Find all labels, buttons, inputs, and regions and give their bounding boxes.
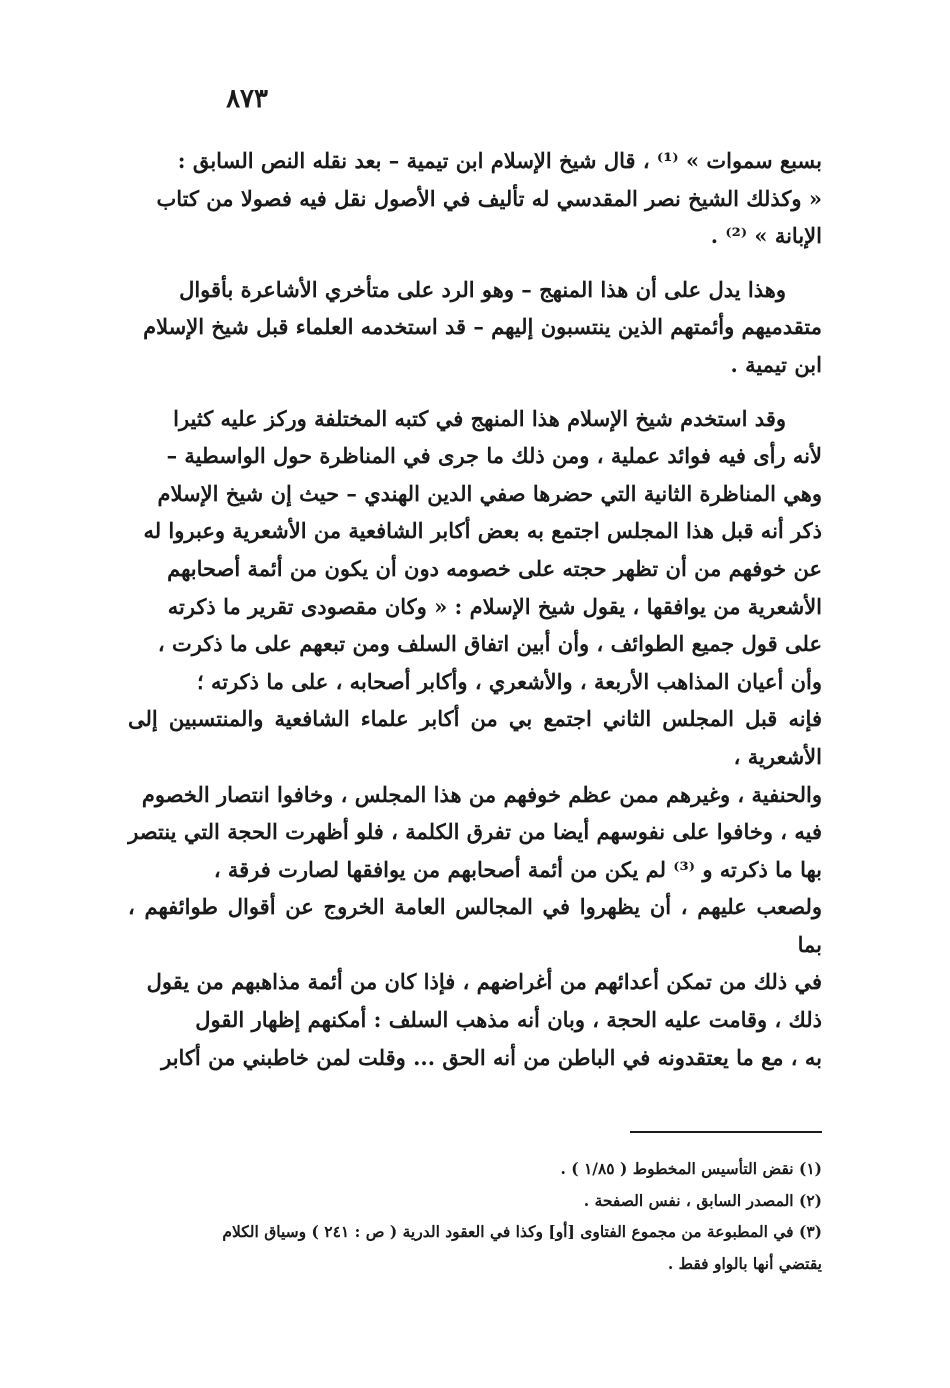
paragraph-1 — [128, 142, 822, 255]
text-line: عن خوفهم من أن تظهر حجته على خصومه دون أن يكون من أئمة أصحابهم — [167, 555, 822, 581]
text-line: ولصعب عليهم ، أن يظهروا في المجالس العامة الخروج عن أقوال طوائفهم ، بما — [128, 894, 822, 957]
footnote-2: (٢) المصدر السابق ، نفس الصفحة . — [583, 1190, 822, 1210]
paragraph-2 — [128, 271, 822, 384]
text-line: ابن تيمية . — [730, 351, 822, 377]
text-line: وهذا يدل على أن هذا المنهج – وهو الرد على متأخري الأشاعرة بأقوال — [179, 276, 786, 302]
paragraph-gap — [128, 384, 822, 400]
main-text — [128, 142, 822, 1076]
text-line: بسبع سموات » ⁽¹⁾ ، قال شيخ الإسلام ابن تيمية – بعد نقله النص السابق : — [177, 148, 822, 173]
footnote-3-continuation: يقتضي أنها بالواو فقط . — [667, 1253, 822, 1273]
text-line: ذكر أنه قبل هذا المجلس اجتمع به بعض أكابر الشافعية من الأشعرية وعبروا له — [143, 518, 822, 544]
footnotes — [128, 1153, 822, 1279]
text-line: الإبانة » ⁽²⁾ . — [710, 223, 822, 249]
footnote-3: (٣) في المطبوعة من مجموع الفتاوى [أو] وكذا في العقود الدرية ( ص : ٢٤١ ) وسياق الكلام — [222, 1222, 822, 1241]
text-line: على قول جميع الطوائف ، وأن أبين اتفاق السلف ومن تبعهم على ما ذكرت ، — [157, 631, 822, 657]
text-line: في ذلك من تمكن أعدائهم من أغراضهم ، فإذا كان من أئمة مذاهبهم من يقول — [146, 969, 822, 995]
text-line: ذلك ، وقامت عليه الحجة ، وبان أنه مذهب السلف : أمكنهم إظهار القول — [195, 1007, 822, 1033]
text-line: وقد استخدم شيخ الإسلام هذا المنهج في كتبه المختلفة وركز عليه كثيرا — [173, 405, 786, 431]
text-line: بها ما ذكرته و ⁽³⁾ لم يكن من أئمة أصحابهم من يوافقها لصارت فرقة ، — [213, 856, 822, 882]
text-line: لأنه رأى فيه فوائد عملية ، ومن ذلك ما جرى في المناظرة حول الواسطية – — [166, 443, 822, 469]
footnote-divider — [630, 1131, 822, 1133]
paragraph-gap — [128, 255, 822, 271]
footnote-1: (١) نقض التأسيس المخطوط ( ١/٨٥ ) . — [560, 1159, 822, 1178]
text-line: به ، مع ما يعتقدونه في الباطن من أنه الحق ... وقلت لمن خاطبني من أكابر — [161, 1044, 822, 1070]
text-line: الأشعرية من يوافقها ، يقول شيخ الإسلام : « وكان مقصودى تقرير ما ذكرته — [167, 593, 822, 619]
text-line: وأن أعيان المذاهب الأربعة ، والأشعري ، وأكابر أصحابه ، على ما ذكرته ؛ — [197, 668, 822, 694]
text-line: وهي المناظرة الثانية التي حضرها صفي الدين الهندي – حيث إن شيخ الإسلام — [157, 480, 822, 506]
text-line: متقدميهم وأئمتهم الذين ينتسبون إليهم – قد استخدمه العلماء قبل شيخ الإسلام — [143, 314, 822, 340]
page-number: ٨٧٣ — [226, 84, 268, 114]
text-line: والحنفية ، وغيرهم ممن عظم خوفهم من هذا المجلس ، وخافوا انتصار الخصوم — [141, 781, 822, 807]
text-line: « وكذلك الشيخ نصر المقدسي له تأليف في الأصول نقل فيه فصولا من كتاب — [156, 185, 822, 211]
text-line: فيه ، وخافوا على نفوسهم أيضا من تفرق الكلمة ، فلو أظهرت الحجة التي ينتصر — [128, 819, 822, 845]
paragraph-3 — [128, 400, 822, 1077]
text-line: فإنه قبل المجلس الثاني اجتمع بي من أكابر علماء الشافعية والمنتسبين إلى الأشعرية ، — [128, 706, 822, 769]
